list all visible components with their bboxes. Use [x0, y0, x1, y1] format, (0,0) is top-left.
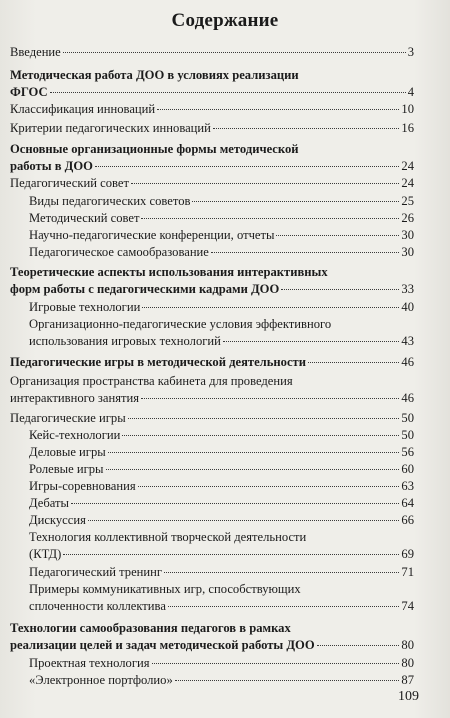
- toc-entry: [29, 581, 414, 614]
- toc-entry-last-line: [29, 655, 414, 672]
- dot-leader: [223, 340, 400, 342]
- dot-leader: [175, 679, 400, 681]
- toc-entry-last-line: [29, 672, 414, 689]
- toc-entry-title-line: использования игровых технологий: [29, 333, 221, 348]
- dot-leader: [164, 571, 399, 573]
- toc-entry-title-line: Научно-педагогические конференции, отчеты: [29, 228, 275, 242]
- toc-entry-title-line: Методический совет: [29, 211, 140, 225]
- toc-entry: [10, 44, 414, 61]
- dot-leader: [152, 662, 400, 664]
- dot-leader: [317, 644, 400, 646]
- toc-entry-page-number: 50: [401, 411, 414, 425]
- toc-entry-title-line: Технология коллективной творческой деятельности: [29, 530, 307, 544]
- dot-leader: [138, 485, 400, 487]
- dot-leader: [213, 127, 400, 129]
- dot-leader: [168, 605, 399, 607]
- toc-entry-page-number: 25: [401, 194, 414, 208]
- toc-entry-page-number: 50: [401, 428, 414, 442]
- toc-entry-title-line: интерактивного занятия: [10, 390, 140, 405]
- toc-entry: [29, 444, 414, 461]
- toc-entry: [29, 478, 414, 495]
- toc-entry-title-line: (КТД): [29, 546, 62, 561]
- toc-entry-title-line: Кейс-технологии: [29, 428, 121, 442]
- toc-entry-title-line: Игровые технологии: [29, 300, 141, 314]
- page-number: 109: [398, 689, 419, 704]
- toc-entry: [10, 101, 414, 118]
- toc-entry-last-line: [10, 101, 414, 118]
- toc-entry-title-line: Педагогическое самообразование: [29, 245, 209, 259]
- toc-entry: [10, 620, 414, 653]
- toc-entry-last-line: [29, 193, 414, 210]
- toc-entry: [29, 227, 414, 244]
- toc-entry: [29, 564, 414, 581]
- toc-entry-page-number: 56: [401, 445, 414, 459]
- toc-entry-title-line: Примеры коммуникативных игр, способствующих: [29, 582, 301, 596]
- toc-entry-title-line: сплоченности коллектива: [29, 598, 166, 613]
- toc-entry-page-number: 69: [401, 546, 414, 561]
- dot-leader: [157, 108, 399, 110]
- toc-entry: [10, 141, 414, 174]
- dot-leader: [122, 434, 399, 436]
- toc-entry-title-line: форм работы с педагогическими кадрами ДОО: [10, 281, 280, 296]
- toc-entry-title-line: Проектная технология: [29, 656, 150, 670]
- toc-entry-last-line: [29, 333, 414, 350]
- toc-entry-last-line: [29, 461, 414, 478]
- toc-entry-title-line: реализации целей и задач методической работы ДОО: [10, 637, 315, 652]
- toc-entry-title-line: Педагогические игры: [10, 411, 126, 425]
- dot-leader: [142, 306, 399, 308]
- dot-leader: [192, 200, 399, 202]
- dot-leader: [63, 51, 406, 53]
- toc-entry-last-line: [10, 354, 414, 371]
- toc-entry-last-line: [10, 410, 414, 427]
- toc-entry-page-number: 64: [401, 496, 414, 510]
- toc-entry-title-line: Введение: [10, 45, 61, 59]
- toc-entry-title-line: Организация пространства кабинета для проведения: [10, 374, 293, 388]
- toc-entry-title-line: Классификация инноваций: [10, 102, 156, 116]
- toc-entry: [10, 354, 414, 371]
- toc-entry-page-number: 33: [401, 281, 414, 296]
- toc-entry-last-line: [29, 210, 414, 227]
- dot-leader: [141, 217, 399, 219]
- dot-leader: [63, 553, 399, 555]
- toc-entry: [10, 410, 414, 427]
- toc-entry-title-line: Теоретические аспекты использования интерактивных: [10, 265, 328, 279]
- dot-leader: [308, 361, 399, 363]
- dot-leader: [211, 251, 400, 253]
- toc-entry-page-number: 80: [401, 637, 414, 652]
- toc-entry-last-line: [29, 598, 414, 615]
- toc-entry: [10, 373, 414, 406]
- dot-leader: [141, 397, 399, 399]
- toc-entry-title-line: Дебаты: [29, 496, 69, 510]
- toc-entry-page-number: 26: [401, 211, 414, 225]
- toc-entry-page-number: 66: [401, 513, 414, 527]
- dot-leader: [281, 288, 399, 290]
- toc-entry: [29, 193, 414, 210]
- toc-entry-title-line: Игры-соревнования: [29, 479, 136, 493]
- toc-entry-last-line: [29, 444, 414, 461]
- dot-leader: [131, 182, 399, 184]
- dot-leader: [108, 451, 400, 453]
- toc-entry-title-line: Методическая работа ДОО в условиях реализации: [10, 68, 299, 82]
- toc-entry: [29, 512, 414, 529]
- toc-entry-page-number: 80: [401, 656, 414, 670]
- toc-entry-title-line: Организационно-педагогические условия эффективного: [29, 317, 332, 331]
- toc-entry-last-line: [10, 158, 414, 175]
- toc-entry-page-number: 74: [401, 598, 414, 613]
- toc-entry: [10, 120, 414, 137]
- toc-entry-last-line: [10, 637, 414, 654]
- dot-leader: [88, 519, 400, 521]
- toc-entry-page-number: 24: [401, 176, 414, 190]
- toc-entry-title-line: Педагогические игры в методической деятельности: [10, 355, 306, 369]
- page-title: Содержание: [171, 10, 279, 31]
- toc-entry-page-number: 87: [401, 673, 414, 687]
- toc-entry-page-number: 46: [401, 390, 414, 405]
- toc-entry: [10, 175, 414, 192]
- dot-leader: [128, 417, 400, 419]
- toc-entry-page-number: 46: [401, 355, 414, 369]
- toc-entry: [29, 210, 414, 227]
- toc-entry-last-line: [10, 84, 414, 101]
- toc-entry: [29, 427, 414, 444]
- toc-entry: [10, 264, 414, 297]
- toc-entry-last-line: [10, 281, 414, 298]
- toc-entry-title-line: «Электронное портфолио»: [29, 673, 173, 687]
- dot-leader: [50, 91, 406, 93]
- toc-entry-last-line: [29, 546, 414, 563]
- toc-entry-title-line: работы в ДОО: [10, 158, 93, 173]
- toc-entry-page-number: 10: [401, 102, 414, 116]
- toc-entry-title-line: Основные организационные формы методической: [10, 142, 299, 156]
- toc-entry-page-number: 71: [401, 565, 414, 579]
- dot-leader: [276, 234, 399, 236]
- toc-entry-page-number: 4: [407, 84, 414, 99]
- toc-entry-title-line: Технологии самообразования педагогов в рамках: [10, 621, 291, 635]
- toc-entry-last-line: [10, 175, 414, 192]
- toc-entry-last-line: [29, 227, 414, 244]
- toc-entry-page-number: 63: [401, 479, 414, 493]
- toc-entry-last-line: [29, 244, 414, 261]
- toc-entry-last-line: [29, 564, 414, 581]
- toc-entry-title-line: Критерии педагогических инноваций: [10, 121, 211, 135]
- dot-leader: [106, 468, 400, 470]
- toc-entry-title-line: Деловые игры: [29, 445, 106, 459]
- toc-entry-title-line: Педагогический тренинг: [29, 565, 163, 579]
- toc-entry: [29, 495, 414, 512]
- toc-entry-last-line: [29, 299, 414, 316]
- toc-entry-title-line: ФГОС: [10, 84, 48, 99]
- toc-entry: [29, 655, 414, 672]
- toc-entry: [29, 461, 414, 478]
- toc-entry: [29, 299, 414, 316]
- toc-entry-last-line: [29, 427, 414, 444]
- toc-entry-title-line: Ролевые игры: [29, 462, 104, 476]
- toc-entry-title-line: Педагогический совет: [10, 176, 129, 190]
- toc-entry-last-line: [10, 120, 414, 137]
- toc-entry-page-number: 30: [401, 245, 414, 259]
- toc-entry-title-line: Дискуссия: [29, 513, 86, 527]
- toc-entry-page-number: 43: [401, 333, 414, 348]
- toc-entry-last-line: [29, 495, 414, 512]
- toc-entry-page-number: 3: [407, 45, 414, 59]
- toc-entry-last-line: [10, 390, 414, 407]
- dot-leader: [71, 502, 399, 504]
- toc-entry-page-number: 30: [401, 228, 414, 242]
- toc-entry-last-line: [29, 512, 414, 529]
- toc-entry: [29, 529, 414, 562]
- toc-entry: [29, 672, 414, 689]
- toc-entry-last-line: [10, 44, 414, 61]
- toc-entry: [29, 316, 414, 349]
- toc-entry-title-line: Виды педагогических советов: [29, 194, 191, 208]
- toc-entry-page-number: 16: [401, 121, 414, 135]
- toc-entry-last-line: [29, 478, 414, 495]
- dot-leader: [95, 165, 399, 167]
- toc-entry-page-number: 24: [401, 158, 414, 173]
- toc-entry-page-number: 60: [401, 462, 414, 476]
- toc-entry: [29, 244, 414, 261]
- toc-entry: [10, 67, 414, 100]
- toc-entry-page-number: 40: [401, 300, 414, 314]
